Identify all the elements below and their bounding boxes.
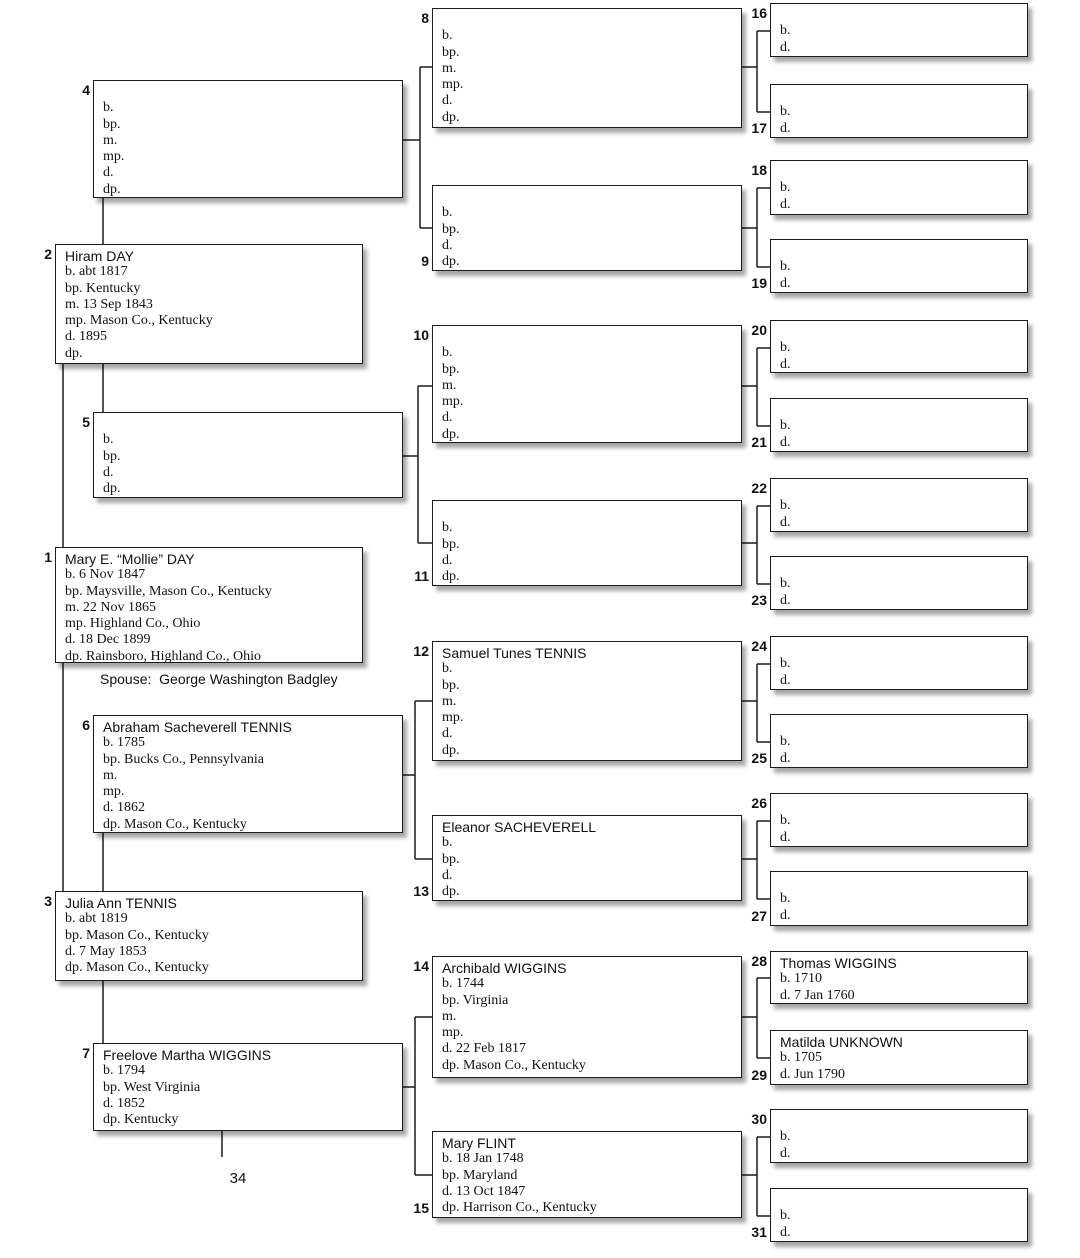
person-box-10: [432, 325, 742, 443]
person-number-21: 21: [751, 434, 767, 450]
person-detail-line: d.: [780, 1224, 791, 1240]
person-box-23: [770, 556, 1028, 610]
person-detail-line: b.: [780, 418, 791, 434]
person-name: [103, 416, 398, 432]
person-number-30: 30: [751, 1111, 767, 1127]
person-name: [103, 84, 398, 100]
person-detail-line: mp.: [442, 77, 464, 93]
person-detail-line: b.: [780, 104, 791, 120]
person-detail-line: mp.: [442, 710, 464, 726]
person-detail-line: d.: [442, 552, 453, 568]
person-detail-line: bp.: [442, 221, 460, 237]
person-name: Abraham Sacheverell TENNIS: [103, 719, 292, 735]
person-number-5: 5: [82, 414, 90, 430]
person-name: [780, 164, 1023, 180]
person-detail-line: d.: [780, 275, 791, 291]
person-detail-line: dp. Rainsboro, Highland Co., Ohio: [65, 648, 261, 663]
person-detail-line: bp.: [442, 536, 460, 552]
person-detail-line: d.: [780, 829, 791, 845]
person-detail-line: bp. Bucks Co., Pennsylvania: [103, 751, 264, 767]
person-detail-line: d.: [442, 237, 453, 253]
person-number-13: 13: [413, 883, 429, 899]
person-detail-line: b. 18 Jan 1748: [442, 1151, 524, 1167]
person-detail-line: mp.: [103, 784, 125, 800]
person-number-16: 16: [751, 5, 767, 21]
person-number-20: 20: [751, 322, 767, 338]
person-detail-line: dp. Mason Co., Kentucky: [65, 960, 209, 976]
person-detail-line: d.: [103, 464, 114, 480]
person-box-8: [432, 8, 742, 128]
person-detail-line: d. Jun 1790: [780, 1066, 845, 1082]
person-number-9: 9: [421, 253, 429, 269]
person-number-27: 27: [751, 908, 767, 924]
person-detail-line: b.: [780, 180, 791, 196]
person-name: Mary E. “Mollie” DAY: [65, 551, 195, 567]
person-detail-line: b. 1710: [780, 971, 822, 987]
person-number-6: 6: [82, 717, 90, 733]
person-number-11: 11: [414, 568, 429, 584]
person-number-15: 15: [413, 1200, 429, 1216]
person-detail-line: dp.: [103, 481, 121, 497]
person-detail-line: d.: [780, 1145, 791, 1161]
person-detail-line: b. 1794: [103, 1063, 145, 1079]
person-detail-line: bp. Maryland: [442, 1167, 518, 1183]
person-detail-line: d. 18 Dec 1899: [65, 632, 151, 648]
person-detail-line: b.: [103, 432, 114, 448]
person-box-3: [55, 891, 363, 981]
person-detail-line: m. 13 Sep 1843: [65, 296, 153, 312]
person-name: [442, 12, 737, 28]
person-box-11: [432, 500, 742, 586]
person-detail-line: d. 7 Jan 1760: [780, 987, 855, 1003]
person-detail-line: b. 1785: [103, 735, 145, 751]
person-detail-line: b. 1744: [442, 976, 484, 992]
person-number-8: 8: [421, 10, 429, 26]
person-name: [780, 324, 1023, 340]
person-detail-line: dp.: [442, 109, 460, 125]
person-number-14: 14: [413, 958, 429, 974]
person-detail-line: b.: [780, 340, 791, 356]
person-name: Thomas WIGGINS: [780, 955, 897, 971]
person-box-4: [93, 80, 403, 198]
person-number-3: 3: [44, 893, 52, 909]
person-name: [780, 1192, 1023, 1208]
person-number-18: 18: [751, 162, 767, 178]
person-box-31: [770, 1188, 1028, 1242]
person-detail-line: b.: [780, 656, 791, 672]
person-number-19: 19: [751, 275, 767, 291]
person-box-29: [770, 1030, 1028, 1085]
person-box-6: [93, 715, 403, 833]
person-detail-line: b. 1705: [780, 1050, 822, 1066]
person-detail-line: d.: [780, 514, 791, 530]
person-name: [442, 189, 737, 205]
person-detail-line: d.: [780, 750, 791, 766]
person-detail-line: bp.: [103, 116, 121, 132]
person-detail-line: m.: [442, 693, 457, 709]
person-box-22: [770, 478, 1028, 532]
person-box-17: [770, 84, 1028, 138]
person-detail-line: d.: [780, 39, 791, 55]
person-number-29: 29: [751, 1067, 767, 1083]
person-name: [780, 482, 1023, 498]
person-detail-line: d. 13 Oct 1847: [442, 1183, 526, 1199]
person-name: [780, 797, 1023, 813]
person-detail-line: d.: [103, 165, 114, 181]
person-detail-line: dp. Harrison Co., Kentucky: [442, 1200, 597, 1216]
person-detail-line: d. 1852: [103, 1095, 145, 1111]
person-number-2: 2: [44, 246, 52, 262]
person-detail-line: b.: [780, 734, 791, 750]
person-detail-line: d. 7 May 1853: [65, 943, 147, 959]
person-detail-line: dp.: [442, 569, 460, 585]
person-detail-line: d.: [442, 867, 453, 883]
person-name: Julia Ann TENNIS: [65, 895, 177, 911]
person-detail-line: dp.: [442, 884, 460, 900]
person-box-30: [770, 1109, 1028, 1163]
person-detail-line: dp. Mason Co., Kentucky: [103, 816, 247, 832]
person-number-10: 10: [413, 327, 429, 343]
person-detail-line: d.: [442, 93, 453, 109]
person-name: [780, 560, 1023, 576]
person-detail-line: dp. Kentucky: [103, 1112, 179, 1128]
person-detail-line: d.: [780, 434, 791, 450]
person-box-9: [432, 185, 742, 271]
person-detail-line: b.: [780, 498, 791, 514]
person-detail-line: d.: [780, 120, 791, 136]
person-detail-line: d.: [780, 907, 791, 923]
person-box-25: [770, 714, 1028, 768]
person-detail-line: mp. Mason Co., Kentucky: [65, 313, 213, 329]
person-detail-line: bp.: [442, 361, 460, 377]
person-number-28: 28: [751, 953, 767, 969]
person-detail-line: bp.: [103, 448, 121, 464]
person-box-7: [93, 1043, 403, 1131]
person-box-1: [55, 547, 363, 663]
person-number-26: 26: [751, 795, 767, 811]
person-number-17: 17: [751, 120, 767, 136]
person-detail-line: m.: [103, 132, 118, 148]
person-number-1: 1: [44, 549, 52, 565]
person-detail-line: b.: [780, 576, 791, 592]
person-number-31: 31: [751, 1224, 767, 1240]
person-box-5: [93, 412, 403, 498]
person-detail-line: mp.: [103, 149, 125, 165]
person-detail-line: b.: [780, 1129, 791, 1145]
person-name: [780, 1113, 1023, 1129]
person-detail-line: bp.: [442, 851, 460, 867]
person-detail-line: b.: [442, 520, 453, 536]
person-name: Matilda UNKNOWN: [780, 1034, 903, 1050]
person-detail-line: b.: [442, 28, 453, 44]
person-detail-line: b.: [442, 835, 453, 851]
person-detail-line: d.: [780, 196, 791, 212]
person-box-2: [55, 244, 363, 364]
person-detail-line: b.: [103, 100, 114, 116]
person-number-4: 4: [82, 82, 90, 98]
person-name: [780, 402, 1023, 418]
person-detail-line: mp. Highland Co., Ohio: [65, 616, 201, 632]
person-detail-line: b. abt 1819: [65, 911, 128, 927]
person-detail-line: m.: [442, 60, 457, 76]
person-name: [780, 875, 1023, 891]
person-detail-line: bp. Kentucky: [65, 280, 141, 296]
person-detail-line: d.: [442, 410, 453, 426]
person-box-27: [770, 871, 1028, 926]
person-name: Freelove Martha WIGGINS: [103, 1047, 272, 1063]
person-box-21: [770, 398, 1028, 452]
person-box-16: [770, 3, 1028, 57]
person-detail-line: d.: [442, 726, 453, 742]
person-name: Hiram DAY: [65, 248, 134, 264]
person-name: Mary FLINT: [442, 1135, 516, 1151]
person-detail-line: b.: [442, 345, 453, 361]
person-name: [442, 329, 737, 345]
person-detail-line: b.: [780, 23, 791, 39]
person-name: Eleanor SACHEVERELL: [442, 819, 597, 835]
person-detail-line: d.: [780, 672, 791, 688]
person-detail-line: b.: [780, 259, 791, 275]
person-box-18: [770, 160, 1028, 215]
person-box-13: [432, 815, 742, 901]
person-number-7: 7: [82, 1045, 90, 1061]
person-detail-line: bp. West Virginia: [103, 1079, 201, 1095]
person-name: [442, 504, 737, 520]
person-detail-line: m.: [442, 377, 457, 393]
person-detail-line: dp.: [442, 742, 460, 758]
person-detail-line: mp.: [442, 394, 464, 410]
person-detail-line: b. abt 1817: [65, 264, 128, 280]
person-detail-line: dp. Mason Co., Kentucky: [442, 1057, 586, 1073]
person-box-14: [432, 956, 742, 1078]
person-detail-line: b.: [780, 891, 791, 907]
person-box-24: [770, 636, 1028, 690]
person-detail-line: m.: [103, 767, 118, 783]
person-detail-line: mp.: [442, 1025, 464, 1041]
person-detail-line: dp.: [65, 345, 83, 361]
person-detail-line: b.: [442, 661, 453, 677]
person-number-23: 23: [751, 592, 767, 608]
person-detail-line: bp. Maysville, Mason Co., Kentucky: [65, 583, 272, 599]
person-detail-line: dp.: [103, 181, 121, 197]
person-detail-line: d.: [780, 592, 791, 608]
person-name: [780, 640, 1023, 656]
person-box-12: [432, 641, 742, 761]
person-name: Samuel Tunes TENNIS: [442, 645, 587, 661]
person-detail-line: b. 6 Nov 1847: [65, 567, 146, 583]
person-detail-line: d.: [780, 356, 791, 372]
person-name: [780, 7, 1023, 23]
person-detail-line: d. 1895: [65, 329, 107, 345]
person-detail-line: b.: [780, 1208, 791, 1224]
person-detail-line: bp.: [442, 677, 460, 693]
person-detail-line: d. 22 Feb 1817: [442, 1041, 526, 1057]
person-detail-line: bp. Mason Co., Kentucky: [65, 927, 209, 943]
person-name: [780, 243, 1023, 259]
person-number-12: 12: [413, 643, 429, 659]
person-detail-line: m.: [442, 1008, 457, 1024]
person-detail-line: m. 22 Nov 1865: [65, 599, 156, 615]
page-number: 34: [229, 1170, 247, 1187]
person-box-15: [432, 1131, 742, 1218]
person-detail-line: dp.: [442, 254, 460, 270]
person-box-28: [770, 951, 1028, 1004]
person-name: Archibald WIGGINS: [442, 960, 567, 976]
person-detail-line: b.: [442, 205, 453, 221]
person-box-20: [770, 320, 1028, 373]
person-box-26: [770, 793, 1028, 847]
person-name: [780, 88, 1023, 104]
person-detail-line: bp. Virginia: [442, 992, 509, 1008]
spouse-note: Spouse: George Washington Badgley: [100, 671, 338, 687]
person-name: [780, 718, 1023, 734]
person-number-22: 22: [751, 480, 767, 496]
person-detail-line: dp.: [442, 426, 460, 442]
person-box-19: [770, 239, 1028, 293]
person-detail-line: bp.: [442, 44, 460, 60]
person-detail-line: b.: [780, 813, 791, 829]
person-number-25: 25: [751, 750, 767, 766]
person-number-24: 24: [751, 638, 767, 654]
person-detail-line: d. 1862: [103, 800, 145, 816]
